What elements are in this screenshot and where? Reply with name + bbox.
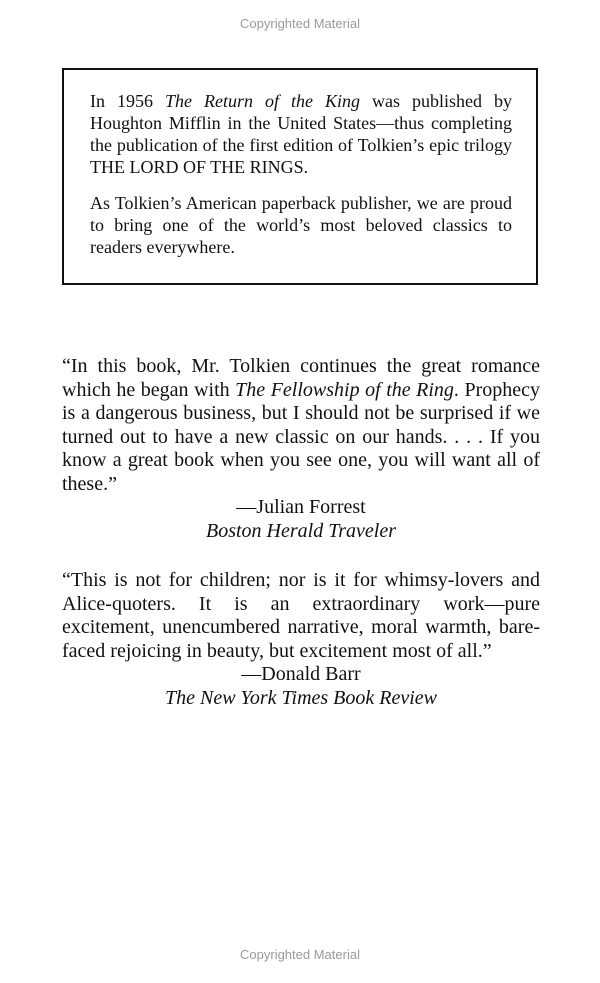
- review-quote-1: [62, 355, 540, 543]
- notice-paragraph-2: As Tolkien’s American paperback publisher, we are proud to bring one of the world’s most beloved classics to readers everywhere.: [90, 193, 512, 257]
- notice-p1-rest: was published by Houghton Mifflin in the United States—thus completing the publication of the first edition of Tolkien’s epic trilogy THE LORD OF THE RINGS.: [90, 91, 512, 177]
- copyright-watermark-top: Copyrighted Material: [240, 16, 360, 31]
- review-quote-1-text: [62, 355, 540, 496]
- review-quote-2: [62, 569, 540, 710]
- review-quote-1-author: —Julian Forrest: [236, 496, 366, 518]
- copyright-watermark-bottom: Copyrighted Material: [240, 947, 360, 962]
- quote-1-lead: “In this book, Mr. Tolkien continues the great romance which he began with: [62, 355, 540, 401]
- review-quote-1-source: Boston Herald Traveler: [206, 519, 396, 542]
- review-quote-1-attribution: [62, 496, 540, 543]
- notice-p1-book-title: The Return of the King: [165, 91, 360, 111]
- quote-1-rest: . Prophecy is a dangerous business, but I should not be surprised if we turned out to have a new classic on our hands. . . . If you know a great book when you see one, you will want all of these.”: [62, 378, 540, 495]
- notice-paragraph-1: [90, 90, 512, 178]
- publisher-notice-box: [62, 68, 538, 285]
- review-quote-2-author: —Donald Barr: [241, 663, 361, 685]
- review-quote-2-source: The New York Times Book Review: [164, 686, 438, 709]
- review-quote-2-text: “This is not for children; nor is it for whimsy-lovers and Alice-quoters. It is an extraordinary work—pure excitement, unencumbered narrative, moral warmth, bare-faced rejoicing in beauty, but excitement most of all.”: [62, 569, 540, 662]
- quote-1-book-title: The Fellowship of the Ring: [235, 378, 454, 401]
- notice-p1-lead: In 1956: [90, 91, 165, 111]
- review-quote-2-attribution: [62, 663, 540, 710]
